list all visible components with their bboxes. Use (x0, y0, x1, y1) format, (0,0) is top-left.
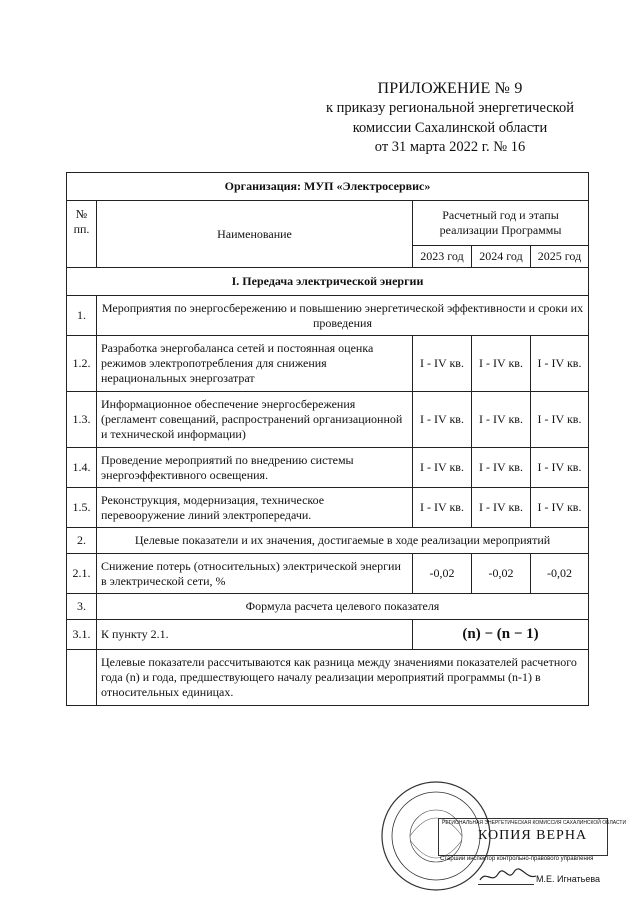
row-text: Формула расчета целевого показателя (97, 594, 589, 620)
row-num: 3.1. (67, 620, 97, 650)
formula: (n) − (n − 1) (413, 620, 589, 650)
row-num: 2. (67, 528, 97, 554)
row-text: Разработка энергобаланса сетей и постоянная оценка режимов электропотребления для снижения нерациональных энергозатрат (97, 336, 413, 392)
table-row (67, 594, 589, 620)
program-table (66, 172, 589, 706)
table-row (67, 296, 589, 336)
row-num: 1.2. (67, 336, 97, 392)
row-value-2025: I - IV кв. (531, 392, 589, 448)
row-value-2023: -0,02 (413, 554, 472, 594)
row-text: К пункту 2.1. (97, 620, 413, 650)
row-value-2024: I - IV кв. (472, 336, 531, 392)
stamp-copy-title: КОПИЯ ВЕРНА (478, 828, 588, 843)
row-value-2024: I - IV кв. (472, 488, 531, 528)
table-row (67, 448, 589, 488)
document-header (300, 78, 600, 158)
year-2025-header: 2025 год (531, 246, 589, 268)
row-num: 2.1. (67, 554, 97, 594)
row-text: Мероприятия по энергосбережению и повышению энергетической эффективности и сроки их проведения (97, 296, 589, 336)
row-value-2025: -0,02 (531, 554, 589, 594)
table-row (67, 392, 589, 448)
table-row (67, 336, 589, 392)
commission-line: комиссии Сахалинской области (352, 119, 548, 136)
year-2023-header: 2023 год (413, 246, 472, 268)
organization-header: Организация: МУП «Электросервис» (67, 173, 589, 201)
table-row (67, 620, 589, 650)
row-value-2024: I - IV кв. (472, 392, 531, 448)
row-text: Реконструкция, модернизация, техническое перевооружение линий электропередачи. (97, 488, 413, 528)
col-name-header: Наименование (97, 201, 413, 268)
row-text: Проведение мероприятий по внедрению системы энергоэффективного освещения. (97, 448, 413, 488)
row-num: 1.5. (67, 488, 97, 528)
stamp-commission-text: РЕГИОНАЛЬНАЯ ЭНЕРГЕТИЧЕСКАЯ КОМИССИЯ САХАЛИНСКОЙ ОБЛАСТИ (442, 820, 627, 826)
signature-icon (478, 866, 538, 886)
col-num-header: № пп. (67, 201, 97, 268)
copy-certified-stamp (438, 818, 627, 890)
stamp-position: Старший инспектор контрольно-правового управления (440, 856, 594, 862)
row-text: Информационное обеспечение энергосбережения (регламент совещаний, распространений организационной и технической информации) (97, 392, 413, 448)
stamp-signer-name: М.Е. Игнатьева (536, 874, 601, 884)
row-value-2024: -0,02 (472, 554, 531, 594)
row-value-2023: I - IV кв. (413, 336, 472, 392)
row-num: 3. (67, 594, 97, 620)
row-num: 1.4. (67, 448, 97, 488)
order-date-line: от 31 марта 2022 г. № 16 (374, 139, 526, 155)
col-years-group-header: Расчетный год и этапы реализации Программы (413, 201, 589, 246)
row-value-2023: I - IV кв. (413, 488, 472, 528)
row-value-2023: I - IV кв. (413, 448, 472, 488)
year-2024-header: 2024 год (472, 246, 531, 268)
row-num: 1.3. (67, 392, 97, 448)
section-heading: I. Передача электрической энергии (67, 268, 589, 296)
order-ref-line: к приказу региональной энергетической (325, 100, 574, 116)
row-value-2025: I - IV кв. (531, 488, 589, 528)
table-row (67, 554, 589, 594)
note-text: Целевые показатели рассчитываются как разница между значениями показателей расчетного года (n) и года, предшествующего началу реализации мероприятий программы (n-1) в относительных единицах. (97, 650, 589, 706)
table-row (67, 528, 589, 554)
row-value-2025: I - IV кв. (531, 336, 589, 392)
row-text: Целевые показатели и их значения, достигаемые в ходе реализации мероприятий (97, 528, 589, 554)
row-text: Снижение потерь (относительных) электрической энергии в электрической сети, % (97, 554, 413, 594)
table-row (67, 488, 589, 528)
row-value-2025: I - IV кв. (531, 448, 589, 488)
row-value-2023: I - IV кв. (413, 392, 472, 448)
row-num: 1. (67, 296, 97, 336)
note-row (67, 650, 589, 706)
row-value-2024: I - IV кв. (472, 448, 531, 488)
appendix-title: ПРИЛОЖЕНИЕ № 9 (377, 80, 523, 97)
